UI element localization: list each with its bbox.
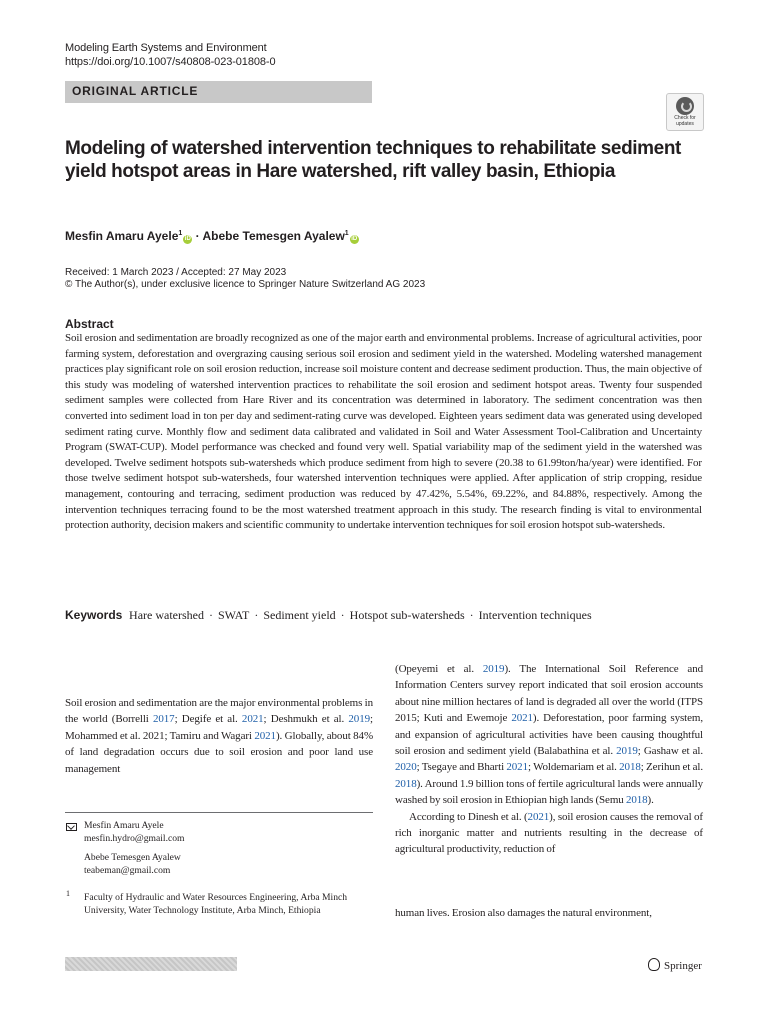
author-separator: · [195, 229, 200, 243]
check-for-updates-badge[interactable] [666, 93, 704, 131]
mail-icon [66, 823, 77, 831]
citation-link[interactable]: 2019 [482, 663, 505, 675]
second-author [84, 852, 374, 877]
keyword-item: Hare watershed [129, 608, 204, 622]
article-dates [65, 267, 425, 291]
affiliation-text: Faculty of Hydraulic and Water Resources Engineering, Arba Minch University, Water Technology Institute, Arba Minch, Ethiopia [84, 892, 348, 916]
citation-name: Degife et al. [181, 713, 242, 726]
citation-link[interactable]: 2021 [527, 810, 550, 823]
citation-link[interactable]: 2021 [506, 761, 528, 774]
abstract-heading: Abstract [65, 317, 114, 331]
citation-link[interactable]: 2019 [616, 745, 638, 758]
keyword-item: Hotspot sub-watersheds [349, 608, 465, 622]
corresponding-author [84, 820, 374, 845]
footnote-email[interactable]: teabeman@gmail.com [84, 864, 171, 876]
intro-paragraph-right: (Opeyemi et al. 2019). The International Soil Reference and Information Centers survey report indicated that soil erosion accounts about nine million hectares of land is degraded all over the world (ITPS 2015; Kuti and Ewemoje 2021). Deforestation, poor farming system, and expansion of agricultural activities have been causing thoughtful soil erosion and sediment yield (Balabathina et al. 2019; Gashaw et al. 2020; Tsegaye and Bharti 2021; Woldemariam et al. 2018; Zerihun et al. 2018). Around 1.9 billion tons of fertile agricultural lands were annually washed by soil erosion in Ethiopian high lands (Semu 2018). According to Dinesh et al. (2021), soil erosion causes the removal of rich inorganic matter and nutrients resulting in the decrease of agricultural productivity, reduction of [395, 661, 703, 858]
keyword-separator: · [469, 608, 474, 622]
article-type: ORIGINAL ARTICLE [72, 84, 199, 98]
journal-name: Modeling Earth Systems and Environment [65, 42, 267, 54]
citation-link[interactable]: 2017 [152, 713, 175, 726]
keyword-item: Intervention techniques [478, 608, 592, 622]
citation-link[interactable]: 2019 [348, 713, 371, 726]
keyword-separator: · [209, 608, 213, 622]
citation-link[interactable]: 2021 [241, 713, 264, 726]
journal-header [65, 41, 275, 69]
keyword-item: SWAT [218, 608, 250, 622]
badge-text-line2: updates [676, 121, 694, 127]
abstract-text: Soil erosion and sedimentation are broadly recognized as one of the major earth and environmental problems. Increase of agricultural activities, poor farming system, deforestation and overgrazing causing serious soil erosion and sediment yield in the watershed. Modeling watershed management practices play significant role on soil erosion reduction, increase soil moisture content and decrease sediment production. Thus, the main objective of this study was modeling of watershed intervention practices to rehabilitate the soil erosion and sediment hotspot areas. Twenty four suspended sediment samples were collected from Hare River and its concentration was determined in laboratory. The sediment concentration was then converted into sediment load in ton per day and sediment-rating curve was developed. Eighteen years sediment data was generated using developed sediment rating curve. Monthly flow and sediment data calibrated and validated in Soil and Water Assessment Tool-Calibration and Uncertainty Program (SWAT-CUP). Model performance was checked and found very well. Spatial variability map of the sediment yield in the watershed was developed. Twelve sediment hotspots sub-watersheds which produce sediment from high to severe (20.38 to 61.99ton/ha/year) were identified. For those twelve sediment hotspot sub-watersheds, four watershed intervention techniques were applied. After application of strip cropping, residue management, contouring and terracing, sediment production was reduced by 47.42%, 5.54%, 69.22%, and 84.88%, respectively. Among the intervention techniques terracing found to be the most watershed treatment approach in this study. The research finding is vital to environmental protection authority, decision makers and scientific community to undertake intervention techniques for soil erosion hotspot sub-watersheds. [65, 332, 702, 532]
received-accepted: Received: 1 March 2023 / Accepted: 27 May 2023 [65, 267, 287, 278]
publisher-name: Springer [664, 960, 702, 972]
springer-horse-icon [648, 958, 660, 971]
citation-name: Borrelli [115, 713, 153, 726]
citation-name: Mohammed et al. 2021; Tamiru and Wagari [65, 729, 255, 742]
citation-link[interactable]: 2020 [395, 761, 417, 774]
keyword-separator: · [254, 608, 259, 622]
orcid-icon[interactable]: iD [351, 236, 358, 242]
footnote-author-name: Mesfin Amaru Ayele [84, 820, 164, 831]
footnote-divider [65, 812, 373, 813]
copyright-line: © The Author(s), under exclusive licence to Springer Nature Switzerland AG 2023 [65, 279, 426, 290]
page-footer-bar [65, 957, 237, 971]
citation-link[interactable]: 2021 [511, 712, 533, 725]
keywords [65, 608, 592, 623]
article-type-banner [65, 81, 372, 103]
keyword-separator: · [340, 608, 345, 622]
author-name[interactable]: Mesfin Amaru Ayele [65, 229, 179, 243]
footnote-author-name: Abebe Temesgen Ayalew [84, 852, 181, 863]
continued-paragraph: human lives. Erosion also damages the natural environment, [395, 907, 652, 919]
author-affiliation-marker: 1 [178, 230, 183, 237]
citation-link[interactable]: 2018 [395, 777, 417, 790]
affiliation-number: 1 [66, 889, 70, 898]
keyword-item: Sediment yield [263, 608, 336, 622]
article-title: Modeling of watershed intervention techniques to rehabilitate sediment yield hotspot areas in Hare watershed, rift valley basin, Ethiopia [65, 138, 681, 182]
citation-link[interactable]: 2021 [254, 729, 276, 742]
refresh-icon [676, 97, 694, 115]
doi-link[interactable]: https://doi.org/10.1007/s40808-023-01808-0 [65, 56, 276, 68]
keywords-label: Keywords [65, 608, 123, 622]
footnote-email[interactable]: mesfin.hydro@gmail.com [84, 832, 185, 844]
citation-name: Deshmukh et al. [270, 713, 349, 726]
badge-text-line1: Check for [674, 115, 696, 121]
citation-link[interactable]: 2018 [625, 794, 648, 807]
citation-link[interactable]: 2018 [619, 761, 641, 774]
publisher-logo [648, 958, 702, 972]
intro-paragraph-left: Soil erosion and sedimentation are the major environmental problems in the world (Borrelli 2017; Degife et al. 2021; Deshmukh et al. 2019; Mohammed et al. 2021; Tamiru and Wagari 2021). Globally, about 84% of land degradation occurs due to soil erosion and poor land use management [65, 697, 374, 775]
author-name[interactable]: Abebe Temesgen Ayalew [202, 229, 345, 243]
author-affiliation-marker: 1 [344, 230, 349, 237]
intro-paragraph-dinesh: According to Dinesh et al. (2021), soil erosion causes the removal of rich inorganic matter and nutrients resulting in the decrease of agricultural productivity, reduction of [395, 810, 703, 856]
author-list [65, 226, 359, 244]
orcid-icon[interactable]: iD [184, 236, 191, 242]
